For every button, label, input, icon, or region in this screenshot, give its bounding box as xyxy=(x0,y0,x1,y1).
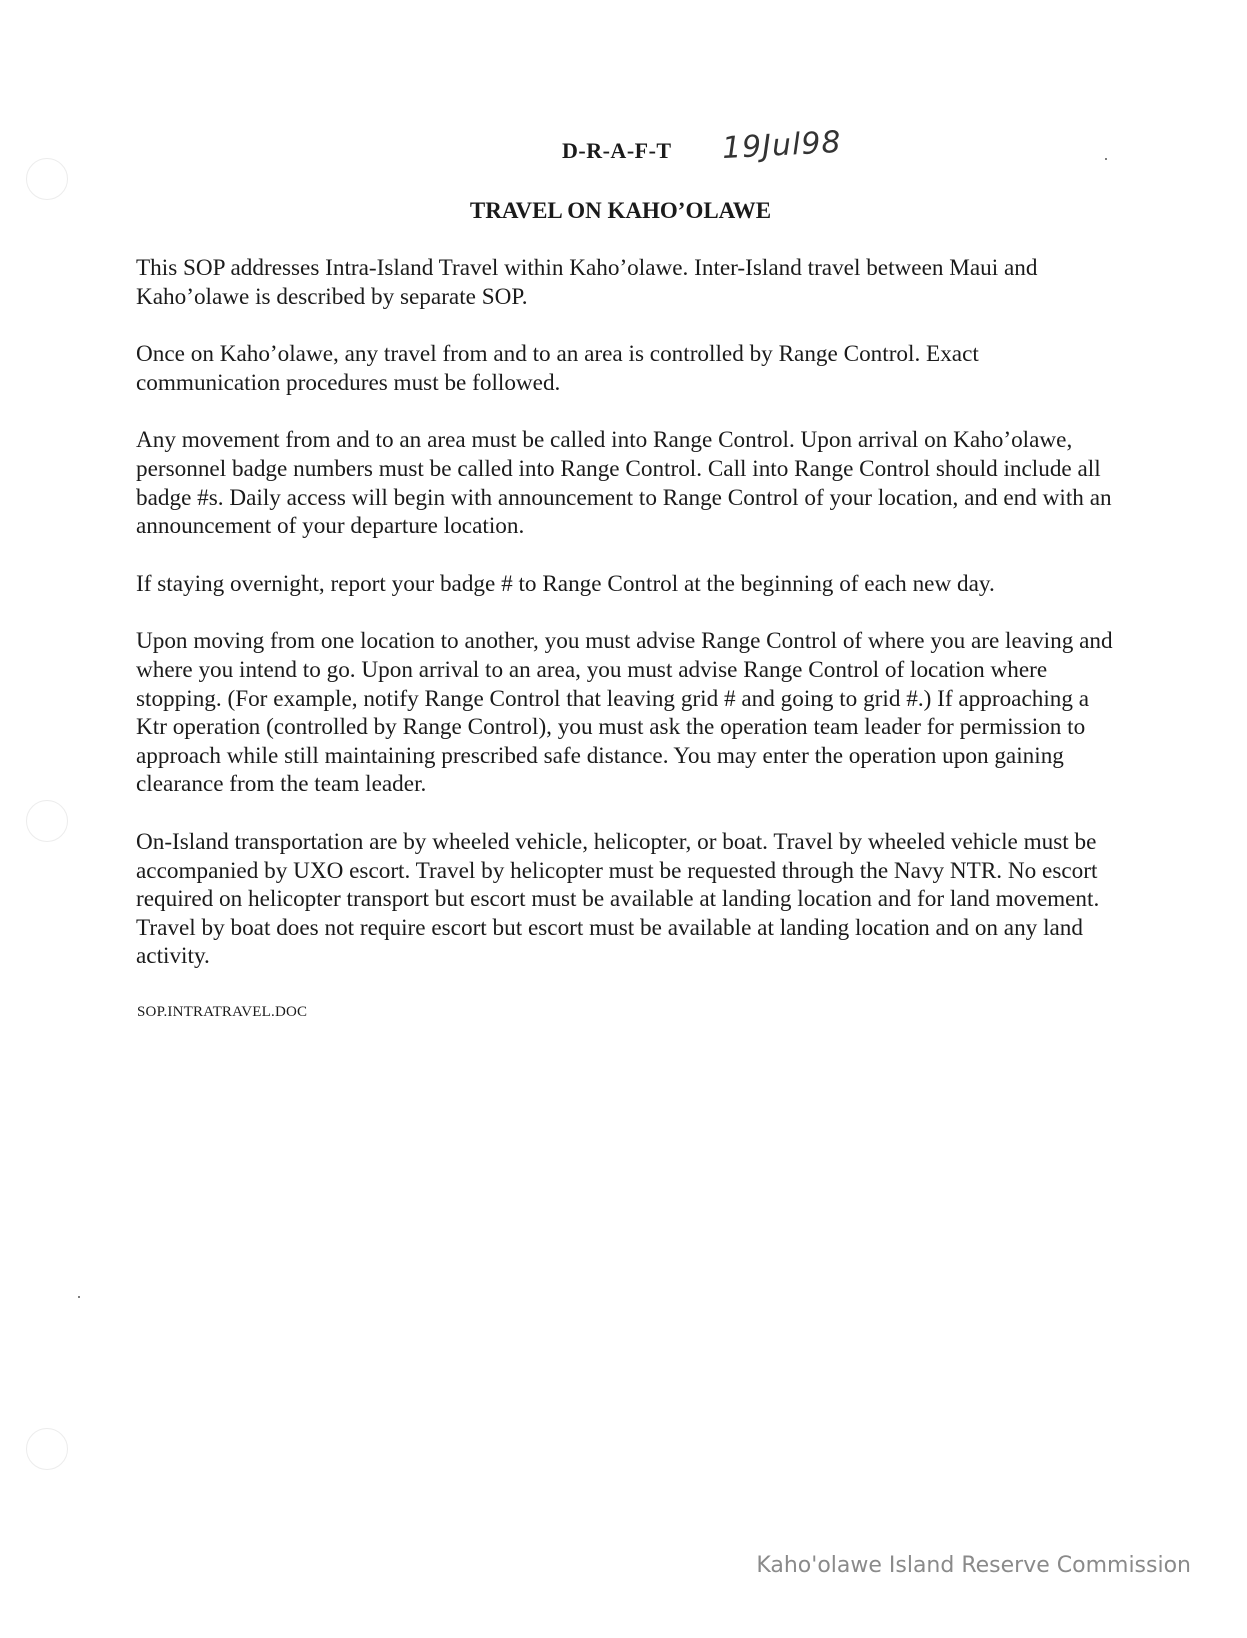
paragraph-2: Once on Kaho’olawe, any travel from and to an area is controlled by Range Control. Exact communication procedures must be followed. xyxy=(136,341,979,396)
paragraph-1: This SOP addresses Intra-Island Travel within Kaho’olawe. Inter-Island travel between Maui and Kaho’olawe is described by separate SOP. xyxy=(136,255,1038,310)
document-body xyxy=(136,254,1116,1000)
scan-speck xyxy=(1105,158,1107,160)
paragraph-4: If staying overnight, report your badge # to Range Control at the beginning of each new day. xyxy=(136,570,995,597)
paragraph-5: Upon moving from one location to another, you must advise Range Control of where you are leaving and where you intend to go. Upon arrival to an area, you must advise Range Control of location where stopping. (For example, notify Range Control that leaving grid # and going to grid #.) If approaching a Ktr operation (controlled by Range Control), you must ask the operation team leader for permission to approach while still maintaining prescribed safe distance. You may enter the operation upon gaining clearance from the team leader. xyxy=(136,628,1113,798)
archive-watermark: Kaho'olawe Island Reserve Commission xyxy=(756,1553,1191,1578)
punch-hole-top xyxy=(26,158,68,200)
punch-hole-middle xyxy=(26,800,68,842)
punch-hole-bottom xyxy=(26,1428,68,1470)
document-title xyxy=(0,198,1247,224)
paragraph-6: On-Island transportation are by wheeled vehicle, helicopter, or boat. Travel by wheeled vehicle must be accompanied by UXO escort. Travel by helicopter must be requested through the Navy NTR. No escort required on helicopter transport but escort must be available at landing location and for land movement. Travel by boat does not require escort but escort must be available at landing location and on any land activity. xyxy=(136,828,1100,970)
scan-speck xyxy=(78,1296,80,1298)
draft-label: D-R-A-F-T xyxy=(562,138,672,163)
file-reference: SOP.INTRATRAVEL.DOC xyxy=(137,1004,308,1020)
paragraph-3: Any movement from and to an area must be called into Range Control. Upon arrival on Kaho’olawe, personnel badge numbers must be called into Range Control. Call into Range Control should include all badge #s. Daily access will begin with announcement to Range Control of your location, and end with an announcement of your departure location. xyxy=(136,427,1112,540)
document-title-text: TRAVEL ON KAHO’OLAWE xyxy=(469,198,772,223)
handwritten-date: 19Jul98 xyxy=(721,124,843,167)
